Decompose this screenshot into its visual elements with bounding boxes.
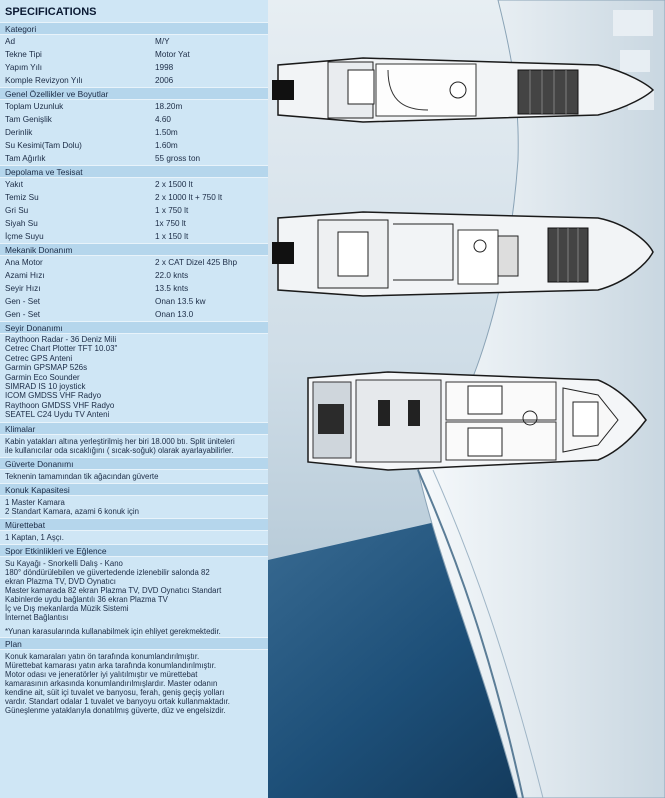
- spec-row: [0, 126, 268, 139]
- spec-value: 4.60: [155, 115, 171, 124]
- deck-plan-flybridge: [272, 58, 653, 122]
- section-heading: Plan: [0, 637, 268, 650]
- spec-row: [0, 139, 268, 152]
- text-line: kendine ait, süit içi tuvalet ve banyosu, ferah, geniş geçiş yolları: [5, 687, 225, 697]
- spec-value: 18.20m: [155, 102, 183, 111]
- spec-row: [0, 269, 268, 282]
- spec-label: Toplam Uzunluk: [5, 102, 64, 111]
- text-line: vardır. Standart odalar 1 tuvalet ve banyoyu ortak kullanmaktadır.: [5, 696, 230, 706]
- spec-value: 1x 750 lt: [155, 219, 186, 228]
- spec-value: 1.60m: [155, 141, 178, 150]
- text-line: Kabin yatakları altına yerleştirilmiş her biri 18.000 btı. Split üniteleri: [5, 436, 235, 446]
- section-text: [0, 531, 268, 544]
- spec-row: [0, 204, 268, 217]
- section-heading: Güverte Donanımı: [0, 457, 268, 470]
- section-seyir: [0, 321, 268, 422]
- section-murettebat: [0, 518, 268, 544]
- spec-row: [0, 100, 268, 113]
- text-line: Kabinlerde uydu bağlantılı 36 ekran Plazma TV: [5, 594, 168, 604]
- spec-value: Motor Yat: [155, 50, 190, 59]
- list-item: Garmin GPSMAP 526s: [5, 363, 88, 373]
- spec-value: 2 x 1500 lt: [155, 180, 193, 189]
- spec-value: M/Y: [155, 37, 170, 46]
- spec-value: 2 x CAT Dizel 425 Bhp: [155, 258, 238, 267]
- text-line: 180° döndürülebilen ve güvertedende izlenebilir salonda 82: [5, 567, 210, 577]
- text-line: Güneşlenme yataklarıyla donatılmış güverte, düz ve engelsizdir.: [5, 705, 226, 715]
- list-item: Cetrec Chart Plotter TFT 10.03": [5, 344, 118, 354]
- text-line: Su Kayağı - Snorkelli Dalış - Kano: [5, 558, 123, 568]
- spec-row: [0, 295, 268, 308]
- section-text: [0, 557, 268, 624]
- section-klima: [0, 422, 268, 457]
- section-spor: [0, 544, 268, 637]
- spec-value: 1.50m: [155, 128, 178, 137]
- page-title: SPECIFICATIONS: [0, 0, 268, 22]
- spec-row: [0, 191, 268, 204]
- spec-label: Azami Hızı: [5, 271, 45, 280]
- text-line: kamarasının arkasında konumlandırılmışlardır. Master odanın: [5, 678, 218, 688]
- spec-label: Komple Revizyon Yılı: [5, 76, 83, 85]
- deck-plan-main-deck: [272, 212, 653, 296]
- spec-value: 22.0 knts: [155, 271, 189, 280]
- spec-label: Tam Ağırlık: [5, 154, 46, 163]
- deck-plan-lower-deck: [308, 372, 646, 470]
- list-item: SEATEL C24 Uydu TV Anteni: [5, 410, 110, 420]
- spec-value: 1 x 150 lt: [155, 232, 189, 241]
- text-line: Teknenin tamamından tik ağacından güverte: [5, 471, 159, 481]
- footnote: *Yunan karasularında kullanabilmek için ehliyet gerekmektedir.: [5, 626, 221, 636]
- spec-row: [0, 256, 268, 269]
- spec-row: [0, 113, 268, 126]
- spec-label: Ana Motor: [5, 258, 43, 267]
- text-line: Master kamarada 82 ekran Plazma TV, DVD Oynatıcı Standart: [5, 585, 222, 595]
- spec-label: Temiz Su: [5, 193, 39, 202]
- spec-value: Onan 13.0: [155, 310, 194, 319]
- spec-label: Gen - Set: [5, 297, 41, 306]
- spec-row: [0, 230, 268, 243]
- spec-row: [0, 178, 268, 191]
- spec-label: Gen - Set: [5, 310, 41, 319]
- section-heading: Mürettebat: [0, 518, 268, 531]
- text-line: 1 Master Kamara: [5, 497, 65, 507]
- section-konuk: [0, 483, 268, 518]
- spec-row: [0, 308, 268, 321]
- text-line: İç ve Dış mekanlarda Müzik Sistemi: [5, 603, 129, 613]
- section-text: [0, 435, 268, 457]
- list-item: SIMRAD IS 10 joystick: [5, 382, 86, 392]
- list-item: Cetrec GPS Anteni: [5, 353, 73, 363]
- list-item: Raythoon Radar - 36 Deniz Mili: [5, 335, 117, 344]
- section-genel-ozellikler: [0, 87, 268, 165]
- text-line: Motor odası ve jeneratörler iyi yalıtılmıştır ve mürettebat: [5, 669, 198, 679]
- text-line: 2 Standart Kamara, azami 6 konuk için: [5, 506, 139, 516]
- text-line: Mürettebat kamarası yatın arka tarafında konumlandırılmıştır.: [5, 660, 217, 670]
- spec-row: [0, 217, 268, 230]
- spec-label: Gri Su: [5, 206, 29, 215]
- spec-value: 2 x 1000 lt + 750 lt: [155, 193, 223, 202]
- section-depolama: [0, 165, 268, 243]
- spec-row: [0, 74, 268, 87]
- section-text: [0, 650, 268, 717]
- text-line: Konuk kamaraları yatın ön tarafında konumlandırılmıştır.: [5, 651, 200, 661]
- spec-label: Tekne Tipi: [5, 50, 42, 59]
- section-heading: Seyir Donanımı: [0, 321, 268, 334]
- spec-label: Su Kesimi(Tam Dolu): [5, 141, 82, 150]
- spec-row: [0, 35, 268, 48]
- spec-label: Tam Genişlik: [5, 115, 52, 124]
- spec-value: 55 gross ton: [155, 154, 201, 163]
- section-heading: Spor Etkinlikleri ve Eğlence: [0, 544, 268, 557]
- list-item: ICOM GMDSS VHF Radyo: [5, 391, 102, 401]
- list-item: Garmin Eco Sounder: [5, 372, 80, 382]
- spec-value: 2006: [155, 76, 174, 85]
- spec-row: [0, 48, 268, 61]
- spec-label: Siyah Su: [5, 219, 38, 228]
- list-item: Raythoon GMDSS VHF Radyo: [5, 400, 115, 410]
- section-guverte: [0, 457, 268, 483]
- section-heading: Klimalar: [0, 422, 268, 435]
- section-text: [0, 496, 268, 518]
- spec-label: Ad: [5, 37, 16, 46]
- spec-row: [0, 152, 268, 165]
- spec-value: 1998: [155, 63, 174, 72]
- text-line: İnternet Bağlantısı: [5, 612, 69, 622]
- section-heading: Mekanik Donanım: [0, 243, 268, 256]
- text-line: ekran Plazma TV, DVD Oynatıcı: [5, 576, 116, 586]
- spec-label: Yapım Yılı: [5, 63, 43, 72]
- section-plan: [0, 637, 268, 717]
- section-heading: Depolama ve Tesisat: [0, 165, 268, 178]
- section-kategori: [0, 22, 268, 87]
- yacht-photo-with-deck-plans: [268, 0, 665, 798]
- text-line: 1 Kaptan, 1 Aşçı.: [5, 532, 64, 542]
- spec-value: 13.5 knts: [155, 284, 189, 293]
- spec-row: [0, 61, 268, 74]
- spec-label: Yakıt: [5, 180, 24, 189]
- section-heading: Kategori: [0, 22, 268, 35]
- spec-value: 1 x 750 lt: [155, 206, 189, 215]
- spec-label: İçme Suyu: [5, 232, 44, 241]
- section-mekanik: [0, 243, 268, 321]
- spec-label: Derinlik: [5, 128, 33, 137]
- section-text: [0, 470, 268, 483]
- section-heading: Genel Özellikler ve Boyutlar: [0, 87, 268, 100]
- specifications-panel: [0, 0, 268, 798]
- text-line: ile kullanıcılar oda sıcaklığını ( sıcak-soğuk) olarak ayarlayabilirler.: [5, 445, 234, 455]
- spec-row: [0, 282, 268, 295]
- spec-label: Seyir Hızı: [5, 284, 41, 293]
- equipment-list: [0, 334, 268, 422]
- spec-value: Onan 13.5 kw: [155, 297, 206, 306]
- section-heading: Konuk Kapasitesi: [0, 483, 268, 496]
